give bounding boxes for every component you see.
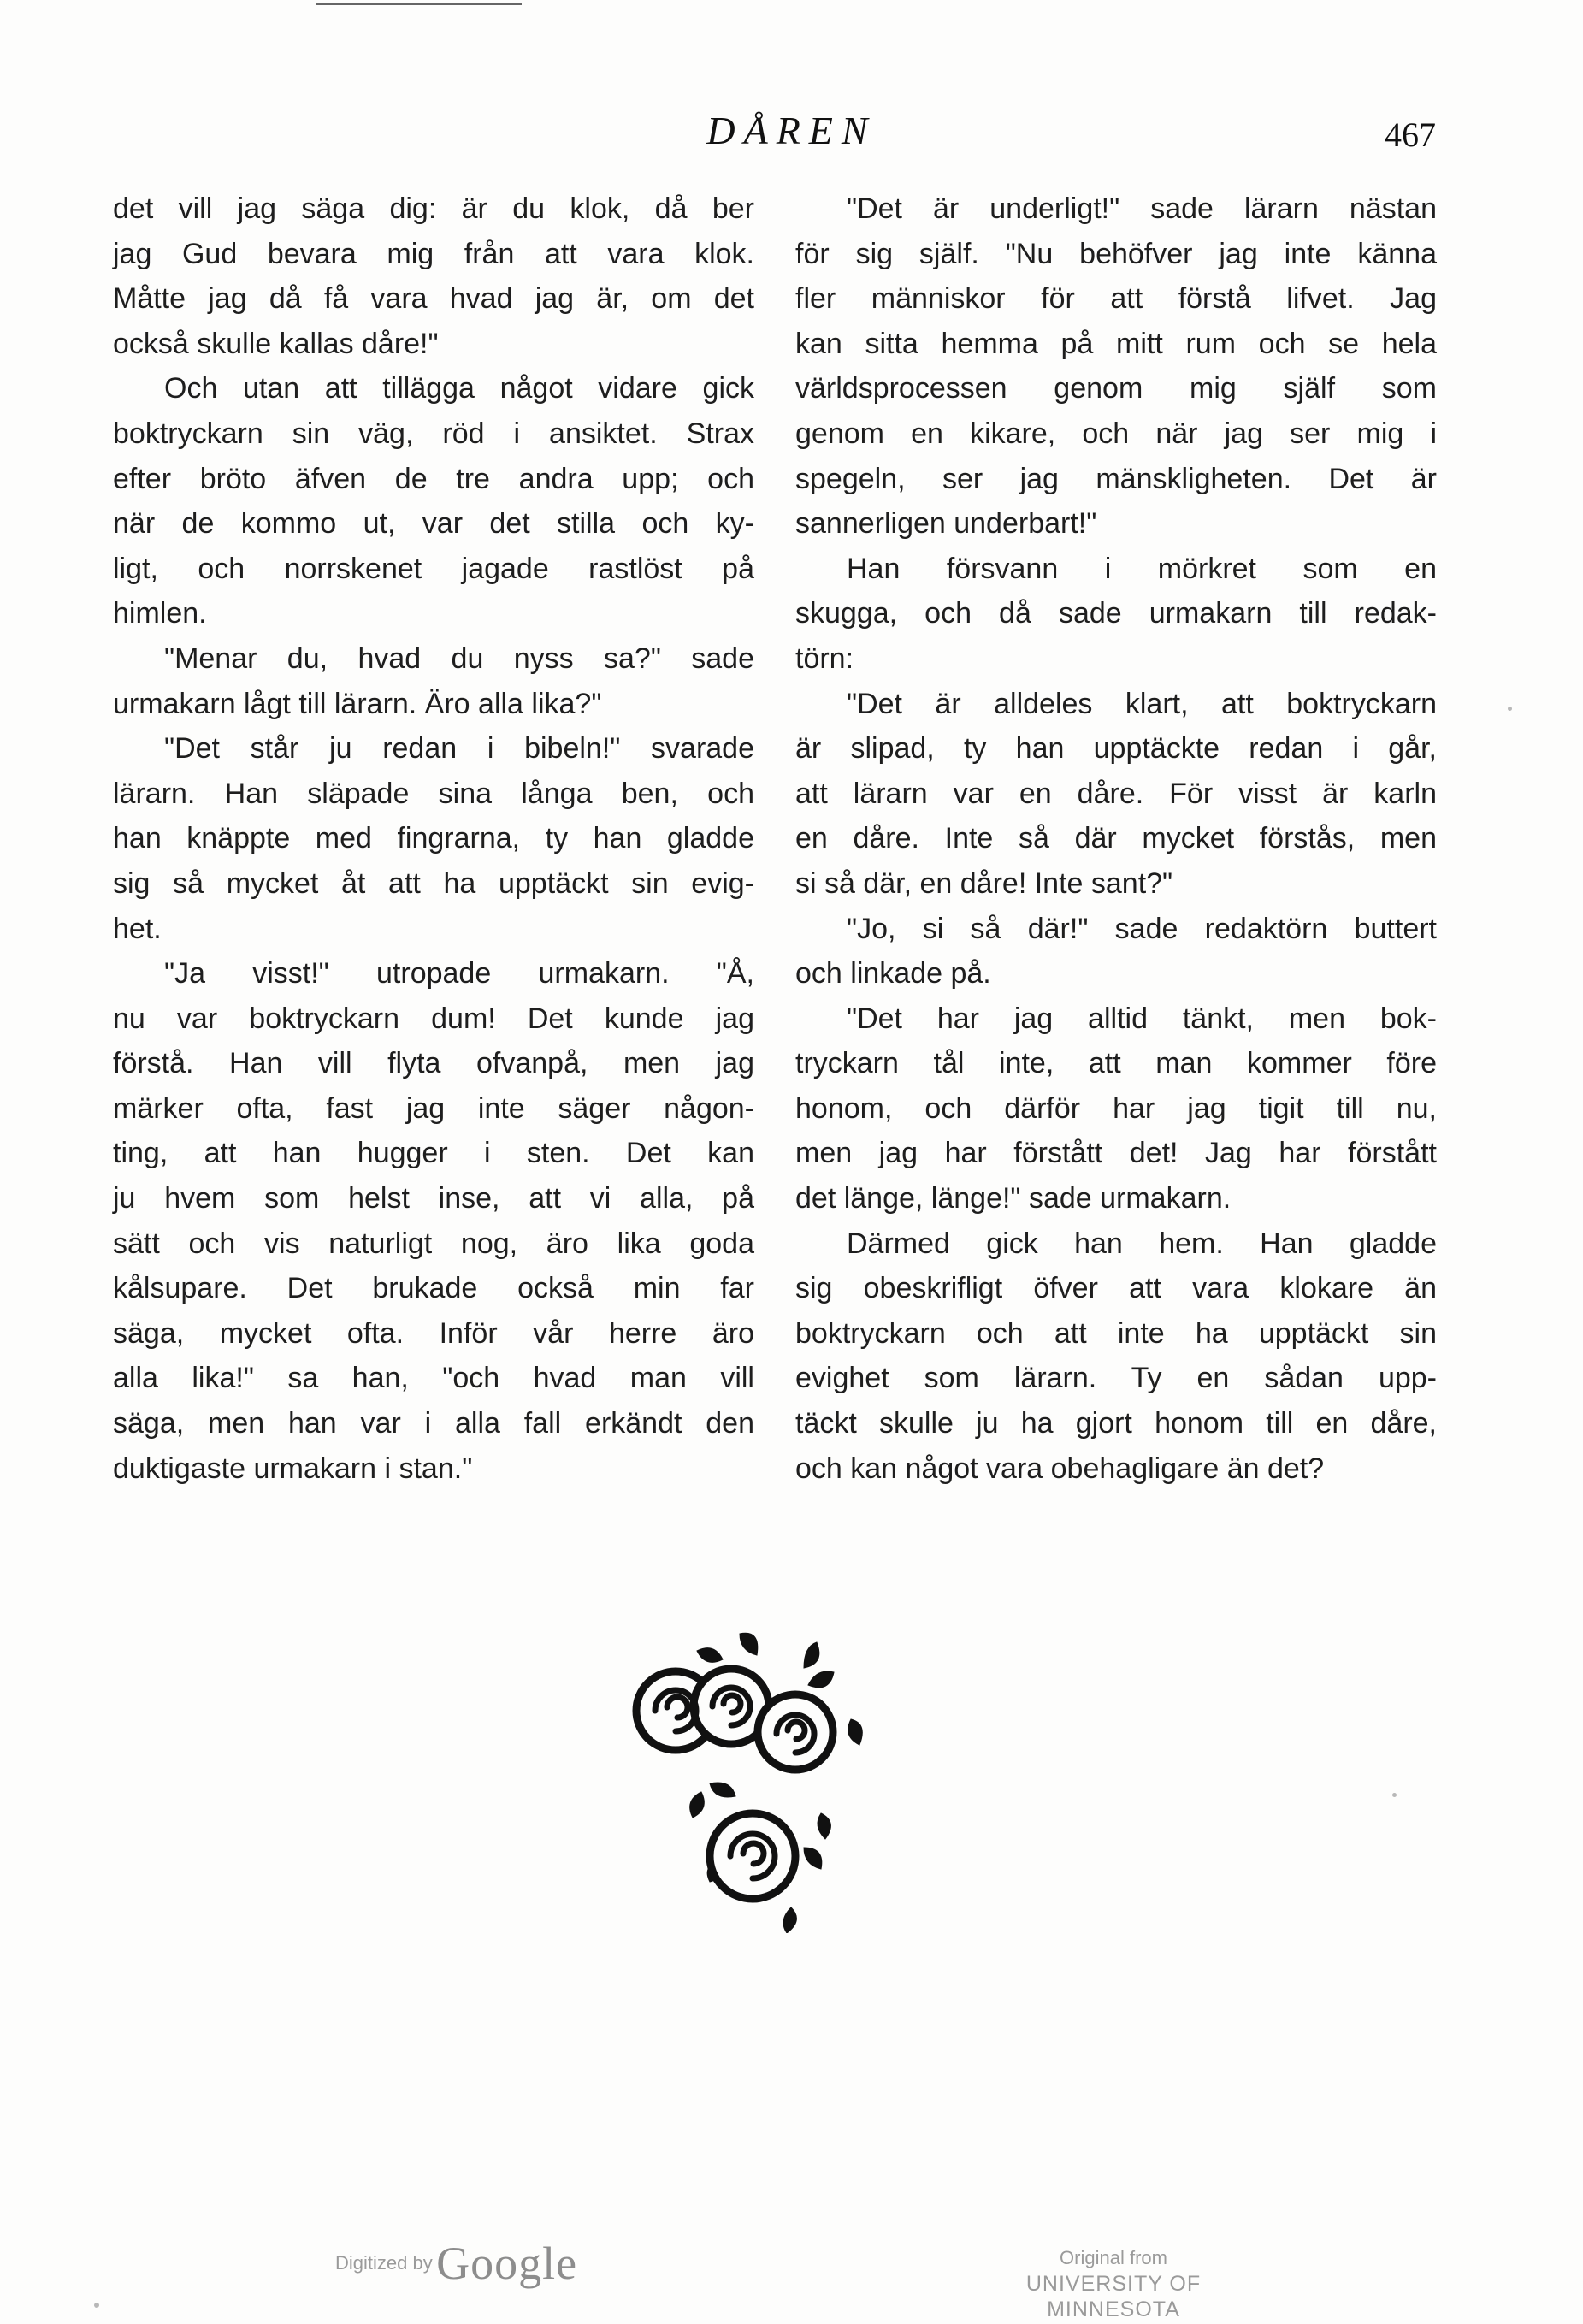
text-line: sannerligen underbart!" [795,507,1097,541]
text-line: het. [113,912,162,945]
text-line: "Det har jag alltid tänkt, men bok- [847,1002,1437,1035]
text-line: himlen. [113,597,207,630]
scan-speck [94,2303,99,2308]
text-line: Och utan att tillägga något vidare gick [164,372,754,405]
text-line: skugga, och då sade urmakarn till redak- [795,597,1437,630]
text-line: sig obeskrifligt öfver att vara klokare än [795,1272,1437,1305]
text-line: märker ofta, fast jag inte säger någon- [113,1091,754,1125]
page-number: 467 [1385,115,1436,154]
scan-speck [1508,707,1512,711]
text-line: nu var boktryckarn dum! Det kunde jag [113,1002,754,1035]
text-line: "Menar du, hvad du nyss sa?" sade [164,642,754,675]
text-line: si så där, en dåre! Inte sant?" [795,866,1173,900]
text-line: sig så mycket åt att ha upptäckt sin evig- [113,866,754,900]
text-line: tryckarn tål inte, att man kommer före [795,1047,1437,1080]
text-line: att lärarn var en dåre. För visst är karln [795,777,1437,810]
digitized-by-label: Digitized by [335,2252,433,2274]
text-line: törn: [795,642,854,675]
text-line: boktryckarn och att inte ha upptäckt sin [795,1316,1437,1350]
text-line: när de kommo ut, var det stilla och ky- [113,507,754,541]
text-line: en dåre. Inte så där mycket förstås, men [795,822,1437,855]
text-line: ju hvem som helst inse, att vi alla, på [113,1182,754,1215]
text-line: säga, men han var i alla fall erkändt den [113,1407,754,1440]
original-from-block [960,2245,1267,2322]
text-line: Måtte jag då få vara hvad jag är, om det [113,282,754,316]
text-line: fler människor för att förstå lifvet. Jag [795,282,1437,316]
text-line: "Ja visst!" utropade urmakarn. "Å, [164,957,754,991]
text-line: det vill jag säga dig: är du klok, då ber [113,192,754,225]
text-line: täckt skulle ju ha gjort honom till en dåre, [795,1407,1437,1440]
text-line: "Jo, si så där!" sade redaktörn buttert [847,912,1437,945]
text-line: jag Gud bevara mig från att vara klok. [113,237,754,270]
digitized-by-google [335,2237,577,2290]
google-logo: Google [436,2238,578,2289]
scan-speck [1392,1793,1397,1797]
text-line: och kan något vara obehagligare än det? [795,1452,1325,1485]
text-line: han knäppte med fingrarna, ty han gladde [113,822,754,855]
text-line: Han försvann i mörkret som en [847,552,1437,585]
text-line: "Det är underligt!" sade lärarn nästan [847,192,1437,225]
text-line: sätt och vis naturligt nog, äro lika goda [113,1227,754,1260]
text-line: världsprocessen genom mig själf som [795,372,1437,405]
text-line: boktryckarn sin väg, röd i ansiktet. Strax [113,417,754,450]
text-line: lärarn. Han släpade sina långa ben, och [113,777,754,810]
text-line: spegeln, ser jag mänskligheten. Det är [795,462,1437,495]
text-line: honom, och därför har jag tigit till nu, [795,1091,1437,1125]
right-text-column [795,186,1437,1491]
text-line: duktigaste urmakarn i stan." [113,1452,473,1485]
text-line: kan sitta hemma på mitt rum och se hela [795,327,1437,360]
text-line: förstå. Han vill flyta ofvanpå, men jag [113,1047,754,1080]
text-line: ting, att han hugger i sten. Det kan [113,1137,754,1170]
left-text-column [113,186,754,1491]
running-title: DÅREN [706,109,877,152]
text-line: efter bröto äfven de tre andra upp; och [113,462,754,495]
text-line: också skulle kallas dåre!" [113,327,439,360]
text-line: Därmed gick han hem. Han gladde [847,1227,1437,1260]
text-line: är slipad, ty han upptäckte redan i går, [795,732,1437,766]
text-line: alla lika!" sa han, "och hvad man vill [113,1362,754,1395]
original-from-label: Original from [1060,2247,1167,2268]
text-line: "Det är alldeles klart, att boktryckarn [847,687,1437,720]
institution-label: UNIVERSITY OF MINNESOTA [1025,2272,1202,2321]
text-line: det länge, länge!" sade urmakarn. [795,1182,1232,1215]
text-line: ligt, och norrskenet jagade rastlöst på [113,552,754,585]
text-line: urmakarn lågt till lärarn. Äro alla lika?" [113,687,602,720]
text-line: genom en kikare, och när jag ser mig i [795,417,1437,450]
scan-edge-mark [316,3,522,5]
text-line: säga, mycket ofta. Inför vår herre äro [113,1316,754,1350]
text-line: evighet som lärarn. Ty en sådan upp- [795,1362,1437,1395]
text-line: och linkade på. [795,957,991,991]
text-line: för sig själf. "Nu behöfver jag inte känna [795,237,1437,270]
rose-bouquet-icon [616,1625,889,1933]
text-line: kålsupare. Det brukade också min far [113,1272,754,1305]
text-line: "Det står ju redan i bibeln!" svarade [164,732,754,766]
text-line: men jag har förstått det! Jag har förstått [795,1137,1437,1170]
